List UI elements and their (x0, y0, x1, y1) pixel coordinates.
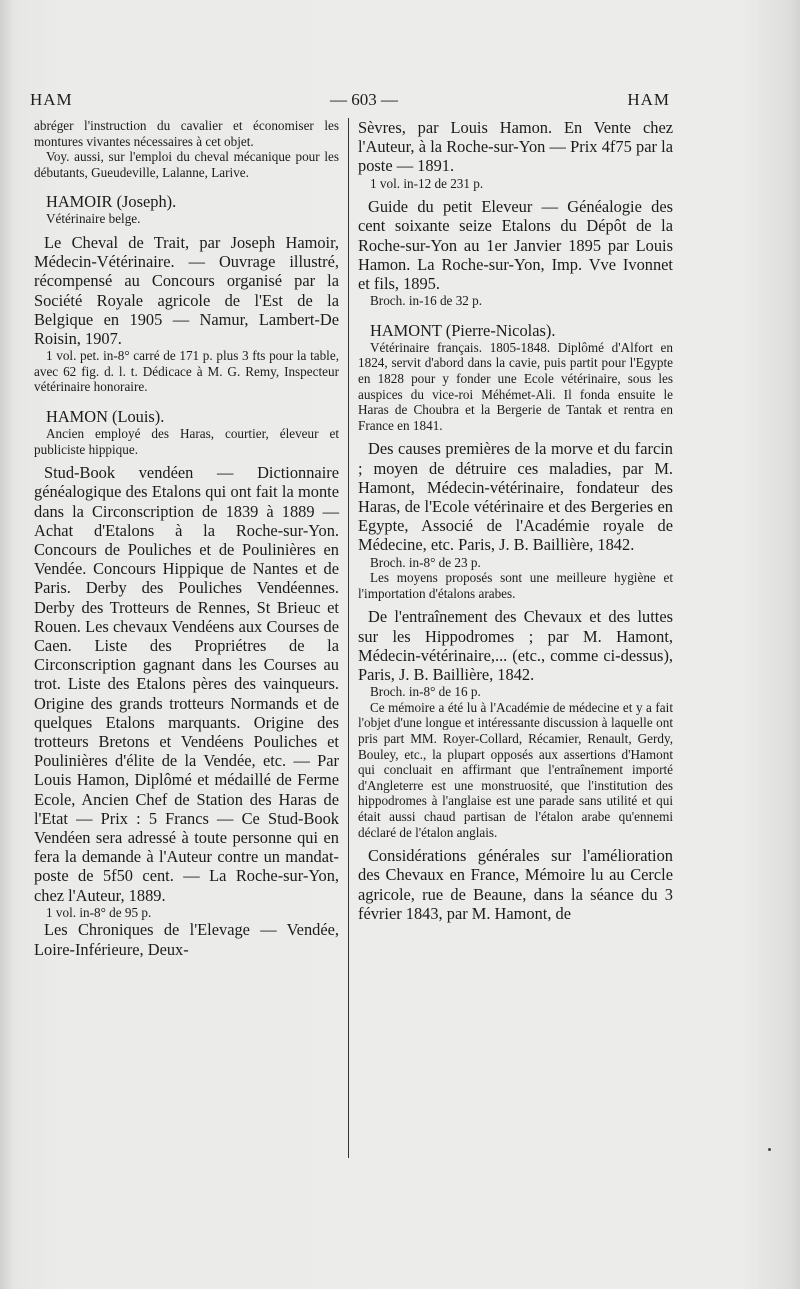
work-description: Broch. in-16 de 32 p. (370, 293, 483, 309)
work-note: Ce mémoire a été lu à l'Académie de médecine et y a fait l'objet d'une longue et intéressante discussion à laquelle ont pris part MM. Royer-Collard, Récamier, Renault, Gerdy, Bouley, etc., la plupart opposés aux assertions d'Hamont qui concluait en affirmant que l'entraînement importé d'Angleterre est une monstruosité, que l'institution des hippodromes à l'anglaise est une parade sans utilité et qui était aussi chaud partisan de l'étalon arabe qu'ennemi déclaré de l'étalon anglais. (358, 699, 673, 840)
work-title-guide-eleveur: Guide du petit Eleveur — Généalogie des cent soixante seize Etalons du Dépôt de la Roche-sur-Yon au 1er Janvier 1895 par Louis Hamon. La Roche-sur-Yon, Imp. Vve Ivonnet et fils, 1895. (358, 197, 673, 294)
work-description: Broch. in-8° de 16 p. (370, 684, 481, 700)
header-left: HAM (30, 90, 73, 109)
work-title-chroniques-cont: Sèvres, par Louis Hamon. En Vente chez l'Auteur, à la Roche-sur-Yon — Prix 4f75 par la poste — 1891. (358, 118, 673, 176)
work-title-considerations: Considérations générales sur l'amélioration des Chevaux en France, Mémoire lu au Cercle agricole, rue de Beaune, dans la séance du 3 février 1843, par M. Hamont, de (358, 846, 673, 923)
ink-speck (768, 1148, 771, 1151)
work-title-morve: Des causes premières de la morve et du farcin ; moyen de détruire ces maladies, par M. Hamont, Médecin-vétérinaire, fondateur des Haras, de l'Ecole vétérinaire et des Bergeries en Egypte, Associé de l'Académie royale de Médecine, etc. Paris, J. B. Baillière, 1842. (358, 439, 673, 555)
header-right: HAM (627, 90, 670, 109)
entry-heading-hamon: HAMON (Louis). (46, 406, 165, 426)
work-title-chroniques: Les Chroniques de l'Elevage — Vendée, Loire-Inférieure, Deux- (34, 920, 339, 959)
entry-heading-hamoir: HAMOIR (Joseph). (46, 192, 177, 212)
work-description: 1 vol. in-8° de 95 p. (46, 904, 152, 920)
page-number: — 603 — (330, 90, 398, 109)
work-note: Les moyens proposés sont une meilleure hygiène et l'importation d'étalons arabes. (358, 570, 673, 601)
work-description: 1 vol. pet. in-8° carré de 171 p. plus 3 fts pour la table, avec 62 fig. d. l. t. Dédicace à M. G. Remy, Inspecteur vétérinaire honoraire. (34, 348, 339, 395)
intro-paragraph: abréger l'instruction du cavalier et économiser les montures vivantes nécessaires à cet objet. (34, 118, 339, 149)
running-head (30, 90, 670, 114)
work-description: 1 vol. in-12 de 231 p. (370, 175, 484, 191)
work-title-stud-book: Stud-Book vendéen — Dictionnaire généalogique des Etalons qui ont fait la monte dans la Circonscription de 1839 à 1889 — Achat d'Etalons à la Roche-sur-Yon. Concours de Pouliches et de Poulinières en Vendée. Concours Hippique de Nantes et de Paris. Derby des Pouliches Vendéennes. Derby des Trotteurs de Rennes, St Brieuc et Rouen. Les chevaux Vendéens aux Courses de Caen. Liste des Propriétres de la Circonscription gagnant dans les Courses au trot. Liste des Etalons pères des vainqueurs. Origine des grands trotteurs Normands et de quelques Etalons marquants. Origine des trotteurs Bretons et Vendéens Pouliches et Poulinières d'élite de la Vendée, etc. — Par Louis Hamon, Diplômé et médaillé de Ferme Ecole, Ancien Chef de Station des Haras de l'Etat — Prix : 5 Francs — Ce Stud-Book Vendéen sera adressé à toute personne qui en fera la demande à l'Auteur contre un mandat-poste de 5f50 cent. — La Roche-sur-Yon, chez l'Auteur, 1889. (34, 463, 339, 905)
entry-bio-hamoir: Vétérinaire belge. (46, 211, 141, 227)
intro-see-also: Voy. aussi, sur l'emploi du cheval mécanique pour les débutants, Gueudeville, Lalanne, Larive. (34, 149, 339, 180)
work-title-cheval-de-trait: Le Cheval de Trait, par Joseph Hamoir, Médecin-Vétérinaire. — Ouvrage illustré, récompensé au Concours organisé par la Société Royale agricole de l'Est de la Belgique en 1905 — Namur, Lambert-De Roisin, 1907. (34, 232, 339, 348)
left-column (34, 118, 339, 959)
work-title-entrainement: De l'entraînement des Chevaux et des luttes sur les Hippodromes ; par M. Hamont, Médecin-vétérinaire,... (etc., comme ci-dessus), Paris, J. B. Baillière, 1842. (358, 607, 673, 684)
work-description: Broch. in-8° de 23 p. (370, 554, 481, 570)
entry-bio-hamont: Vétérinaire français. 1805-1848. Diplômé d'Alfort en 1824, servit d'abord dans la cavie, puis partit pour l'Egypte en 1828 pour y fonder une Ecole vétérinaire, sous les auspices du vice-roi Méhémet-Ali. Il fonda ensuite le Haras de Choubra et la Bergerie de Tantak et rentra en France en 1841. (358, 339, 673, 433)
right-column (358, 118, 673, 923)
entry-heading-hamont: HAMONT (Pierre-Nicolas). (370, 320, 556, 340)
column-divider (348, 118, 349, 1158)
entry-bio-hamon: Ancien employé des Haras, courtier, éleveur et publiciste hippique. (34, 425, 339, 457)
